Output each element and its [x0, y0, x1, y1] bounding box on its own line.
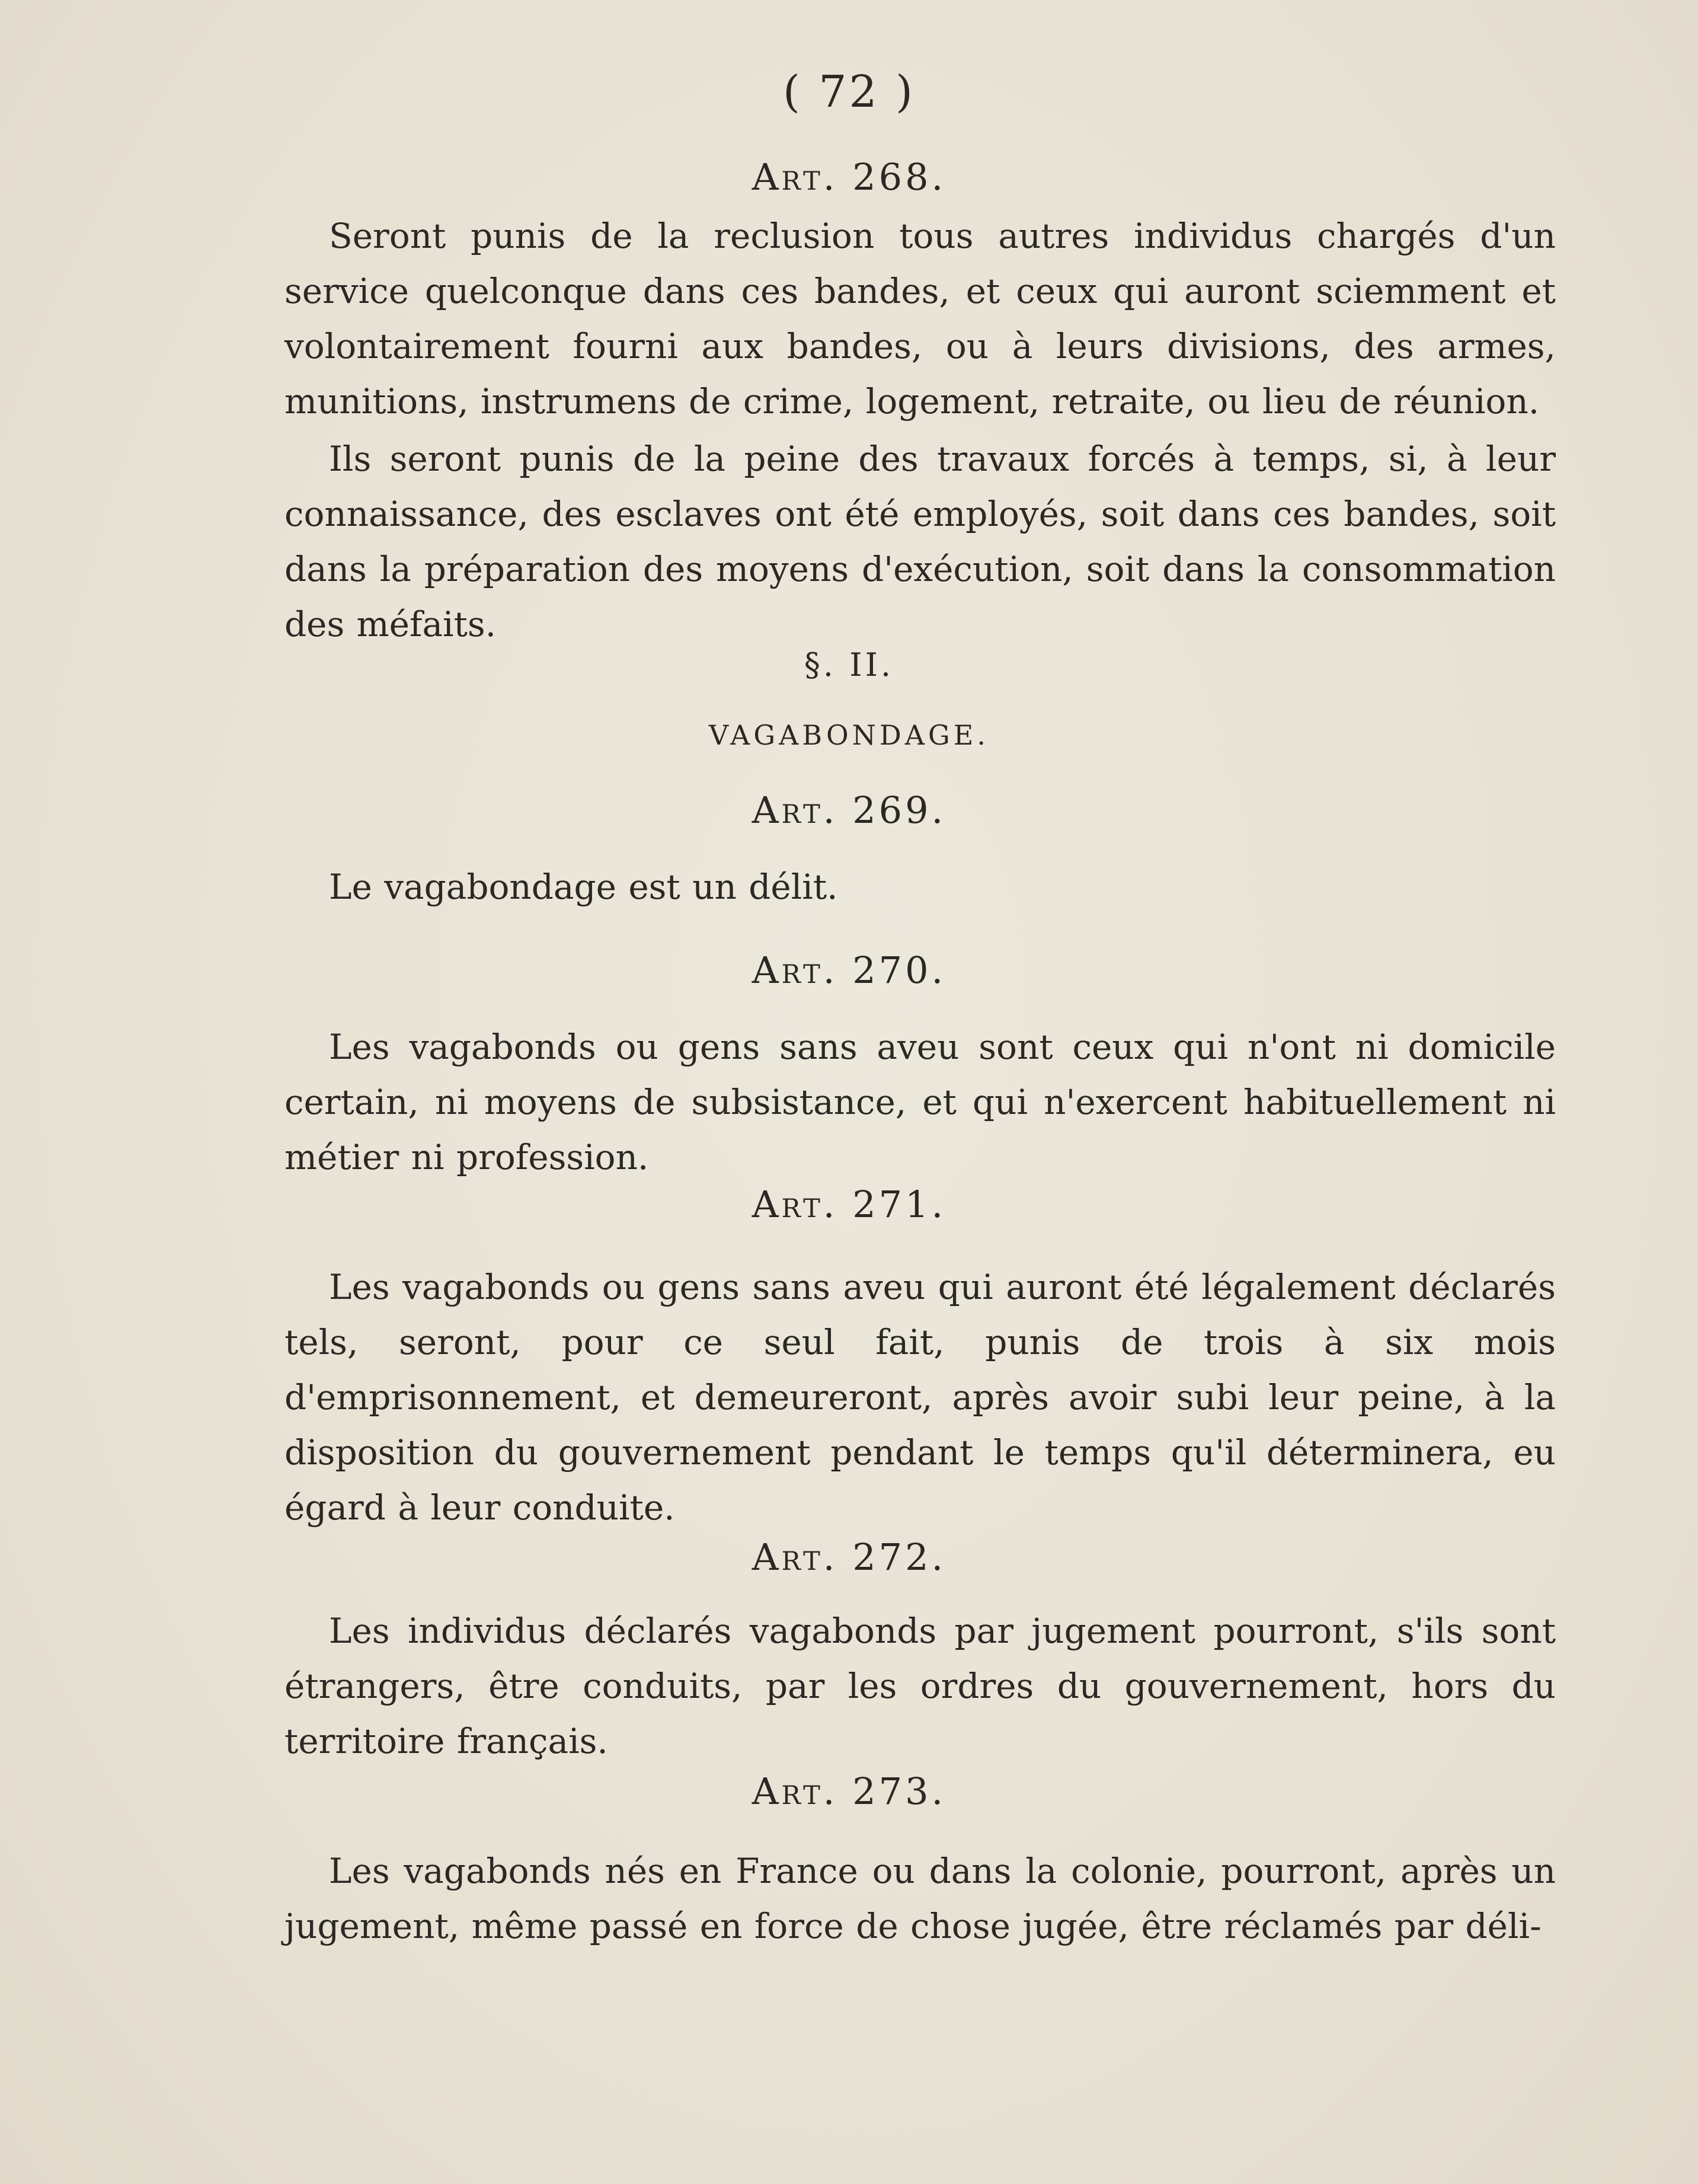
section-number: §. II. [804, 646, 894, 684]
article-268-paragraph-1: Seront punis de la reclusion tous autres individus chargés d'un service quelconque dans ces bandes, et ceux qui auront sciemment et volontairement fourni aux bandes, ou à leurs divisions, des armes, munitions, instrumens de crime, logement, retraite, ou lieu de réunion. [284, 216, 1556, 422]
section-title: VAGABONDAGE. [709, 719, 989, 751]
article-271-text: Les vagabonds ou gens sans aveu qui auront été légalement déclarés tels, seront, pour ce seul fait, punis de trois à six mois d'emprisonnement, et demeureront, après avoir subi leur peine, à la disposition du gouvernement pendant le temps qu'il déterminera, eu égard à leur conduite. [284, 1267, 1556, 1528]
article-270-heading: Art. 270. [752, 949, 946, 992]
page-number: ( 72 ) [783, 66, 915, 117]
article-269-text: Le vagabondage est un délit. [329, 867, 838, 907]
article-heading [0, 788, 1698, 832]
article-272-text: Les individus déclarés vagabonds par jugement pourront, s'ils sont étrangers, être conduits, par les ordres du gouvernement, hors du territoire français. [284, 1611, 1556, 1761]
article-heading [0, 1770, 1698, 1813]
article-269-heading: Art. 269. [752, 788, 946, 832]
article-273-heading: Art. 273. [752, 1770, 946, 1813]
article-272-heading: Art. 272. [752, 1535, 946, 1579]
article-heading [0, 1535, 1698, 1579]
article-270-text: Les vagabonds ou gens sans aveu sont ceux qui n'ont ni domicile certain, ni moyens de subsistance, et qui n'exercent habituellement ni métier ni profession. [284, 1027, 1556, 1177]
article-heading [0, 155, 1698, 199]
article-273-text: Les vagabonds nés en France ou dans la colonie, pourront, après un jugement, même passé en force de chose jugée, être réclamés par déli- [284, 1851, 1556, 1946]
article-heading [0, 1183, 1698, 1226]
article-271-heading: Art. 271. [752, 1183, 946, 1226]
article-heading [0, 949, 1698, 992]
article-268-paragraph-2: Ils seront punis de la peine des travaux forcés à temps, si, à leur connaissance, des esclaves ont été employés, soit dans ces bandes, soit dans la préparation des moyens d'exécution, soit dans la consommation des méfaits. [284, 439, 1556, 644]
article-268-heading: Art. 268. [752, 155, 946, 199]
